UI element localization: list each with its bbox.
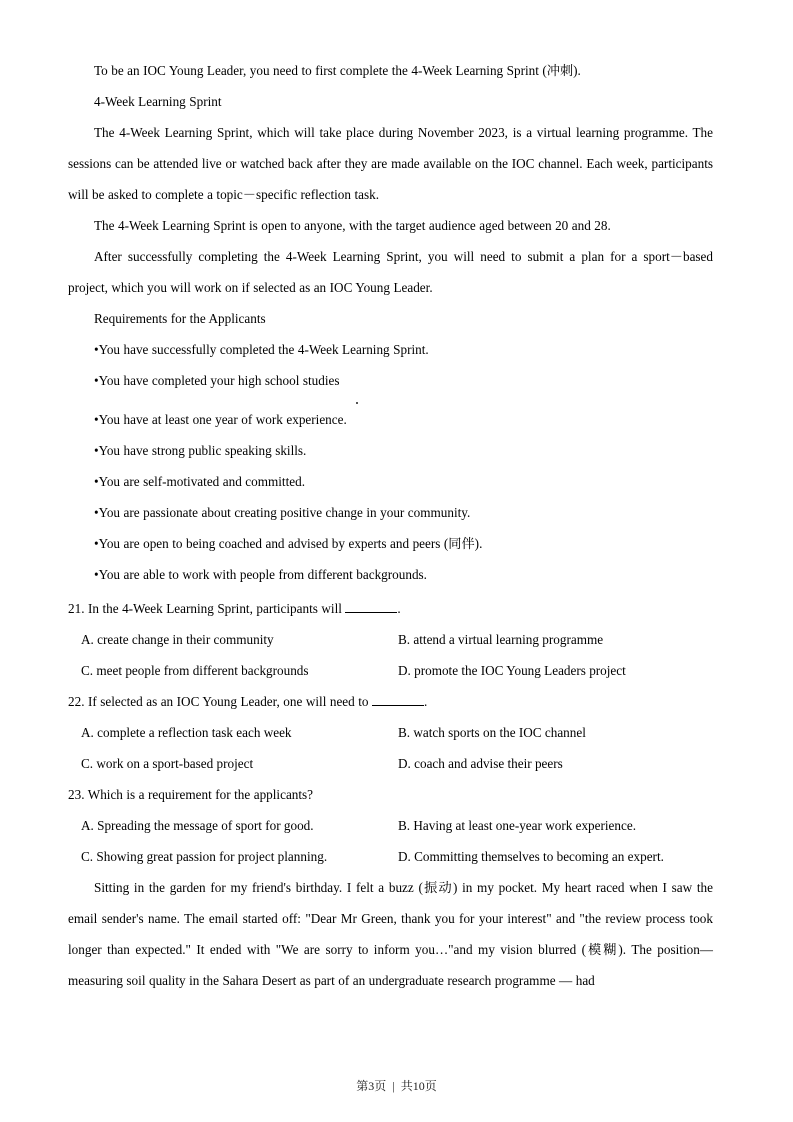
option-b[interactable]: B. watch sports on the IOC channel	[398, 725, 586, 740]
list-item: •You are self-motivated and committed.	[94, 474, 306, 489]
footer-separator: |	[392, 1079, 395, 1093]
option-d[interactable]: D. coach and advise their peers	[398, 756, 563, 771]
paragraph-sprint-details: The 4-Week Learning Sprint, which will take place during November 2023, is a virtual learning programme. The sessions can be attended live or watched back after they are made available on the IOC channel. Each week, participants will be asked to complete a topic－specific reflection task.	[68, 125, 713, 202]
document-body	[68, 55, 713, 996]
question-stem-end: .	[397, 601, 401, 616]
option-row	[68, 810, 713, 841]
page-artifact-dot	[356, 402, 358, 404]
answer-blank	[372, 705, 424, 706]
spacer	[68, 396, 713, 404]
paragraph-requirements-heading: Requirements for the Applicants	[94, 311, 266, 326]
option-c[interactable]: C. work on a sport-based project	[81, 756, 254, 771]
question-stem-text: 23. Which is a requirement for the applicants?	[68, 787, 314, 802]
option-row	[68, 717, 713, 748]
question-stem	[68, 686, 713, 717]
option-row	[68, 748, 713, 779]
option-row	[68, 624, 713, 655]
list-item: •You have strong public speaking skills.	[94, 443, 307, 458]
page-footer	[0, 1077, 793, 1094]
paragraph-passage-opening: Sitting in the garden for my friend's birthday. I felt a buzz (振动) in my pocket. My heart raced when I saw the email sender's name. The email started off: "Dear Mr Green, thank you for your interest" and "the review process took longer than expected." It ended with "We are sorry to inform you…"and my vision blurred (模糊). The position—measuring soil quality in the Sahara Desert as part of an undergraduate research programme — had	[68, 880, 713, 988]
option-b[interactable]: B. attend a virtual learning programme	[398, 632, 604, 647]
question-stem	[68, 779, 713, 810]
paragraph-subheading: 4-Week Learning Sprint	[94, 94, 222, 109]
option-row	[68, 655, 713, 686]
list-item: •You are able to work with people from different backgrounds.	[94, 567, 427, 582]
option-c[interactable]: C. meet people from different backgrounds	[81, 663, 309, 678]
answer-blank	[345, 612, 397, 613]
option-a[interactable]: A. create change in their community	[81, 632, 274, 647]
option-b[interactable]: B. Having at least one-year work experience.	[398, 818, 637, 833]
list-item: •You are open to being coached and advised by experts and peers (同伴).	[94, 536, 483, 551]
option-d[interactable]: D. promote the IOC Young Leaders project	[398, 663, 626, 678]
question-stem-text: 22. If selected as an IOC Young Leader, one will need to	[68, 694, 369, 709]
footer-page-number: 第3页	[356, 1079, 387, 1093]
question-stem	[68, 593, 713, 624]
footer-total-pages: 共10页	[400, 1079, 437, 1093]
list-item: •You have at least one year of work experience.	[94, 412, 347, 427]
paragraph-intro: To be an IOC Young Leader, you need to first complete the 4-Week Learning Sprint (冲刺).	[94, 63, 581, 78]
option-d[interactable]: D. Committing themselves to becoming an expert.	[398, 849, 664, 864]
paragraph-after-completion: After successfully completing the 4-Week Learning Sprint, you will need to submit a plan for a sport－based project, which you will work on if selected as an IOC Young Leader.	[68, 249, 713, 295]
paragraph-open-to-anyone: The 4-Week Learning Sprint is open to anyone, with the target audience aged between 20 and 28.	[94, 218, 611, 233]
option-a[interactable]: A. Spreading the message of sport for good.	[81, 818, 314, 833]
option-row	[68, 841, 713, 872]
list-item: •You are passionate about creating positive change in your community.	[94, 505, 471, 520]
option-c[interactable]: C. Showing great passion for project planning.	[81, 849, 328, 864]
question-stem-end: .	[424, 694, 428, 709]
option-a[interactable]: A. complete a reflection task each week	[81, 725, 292, 740]
question-stem-text: 21. In the 4-Week Learning Sprint, participants will	[68, 601, 342, 616]
list-item: •You have completed your high school studies	[94, 373, 340, 388]
list-item: •You have successfully completed the 4-Week Learning Sprint.	[94, 342, 429, 357]
